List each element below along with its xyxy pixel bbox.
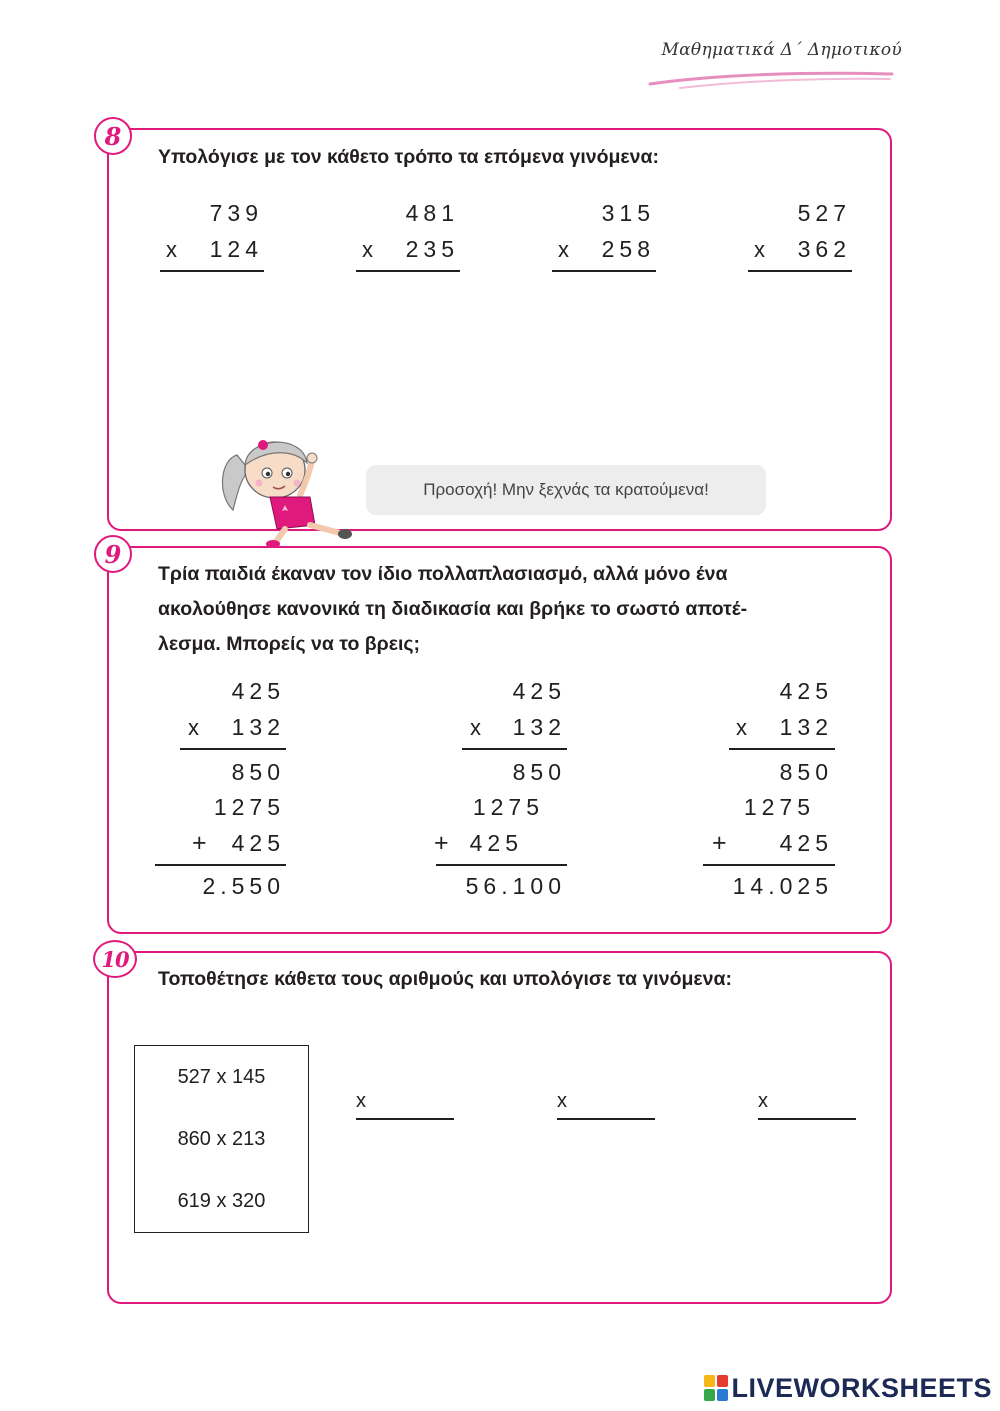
ex9-a2-top: 425 [512, 678, 566, 704]
products-list-box [134, 1045, 309, 1233]
ex9-a3-line-2 [703, 864, 835, 866]
ex9-a2-bottom: 132 [512, 714, 566, 740]
ex9-a1-bottom: 132 [231, 714, 285, 740]
liveworksheets-brand-text: LIVEWORKSHEETS [731, 1372, 992, 1403]
ex8-p3-top: 315 [601, 200, 655, 226]
exercise-9-instruction-line-1: Τρία παιδιά έκαναν τον ίδιο πολλαπλασιασμό, αλλά μόνο ένα [158, 563, 728, 585]
ex9-a1-result: 2.550 [202, 873, 285, 899]
ex9-a2-line-2 [436, 864, 567, 866]
product-item-1: 527 x 145 [177, 1066, 266, 1088]
product-item-3: 619 x 320 [177, 1190, 266, 1212]
exercise-8-instruction: Υπολόγισε με τον κάθετο τρόπο τα επόμενα γινόμενα: [158, 146, 660, 168]
ex10-answer-3-line[interactable] [758, 1118, 856, 1120]
ex9-a1-line-2 [155, 864, 286, 866]
product-item-2: 860 x 213 [177, 1128, 266, 1150]
ex9-a3-partial-3: 425 [779, 830, 833, 856]
ex8-p3-bottom: 258 [601, 236, 655, 262]
ex8-p4-line [748, 270, 852, 272]
ex9-a3-bottom: 132 [779, 714, 833, 740]
ex9-a1-partial-3: 425 [231, 830, 285, 856]
ex8-p1-top: 739 [209, 200, 263, 226]
tip-speech-bubble: Προσοχή! Μην ξεχνάς τα κρατούμενα! [366, 465, 766, 515]
ex9-a2-partial-3: 425 [469, 830, 523, 856]
ex9-a3-top: 425 [779, 678, 833, 704]
ex9-a3-partial-2: 1275 [743, 794, 815, 820]
ex8-p3-line [552, 270, 656, 272]
ex8-p2-top: 481 [405, 200, 459, 226]
exercise-9-instruction-line-3: λεσμα. Μπορείς να το βρεις; [158, 633, 421, 655]
ex8-p4-top: 527 [797, 200, 851, 226]
ex10-answer-2-line[interactable] [557, 1118, 655, 1120]
ex9-a1-plus: + [192, 829, 207, 857]
ex9-a2-times: x [470, 715, 481, 740]
ex9-a2-partial-1: 850 [512, 759, 566, 785]
ex10-answer-2-times: x [557, 1090, 567, 1112]
ex8-p1-times: x [166, 237, 177, 262]
ex9-a3-result: 14.025 [732, 873, 833, 899]
ex8-p4-bottom: 362 [797, 236, 851, 262]
exercise-8-badge: 8 [94, 117, 132, 155]
page-header-title: Μαθηματικά Δ΄ Δημοτικού [661, 40, 902, 60]
ex8-p3-times: x [558, 237, 569, 262]
ex8-p2-times: x [362, 237, 373, 262]
girl-character-illustration [215, 425, 365, 550]
ex10-answer-1-times: x [356, 1090, 366, 1112]
exercise-9-instruction-line-2: ακολούθησε κανονικά τη διαδικασία και βρήκε το σωστό αποτέ- [158, 598, 748, 620]
exercise-9-badge: 9 [94, 535, 132, 573]
ex8-p2-bottom: 235 [405, 236, 459, 262]
ex9-a2-plus: + [434, 829, 449, 857]
exercise-10-badge: 10 [93, 940, 137, 978]
ex9-a3-plus: + [712, 829, 727, 857]
ex9-a3-times: x [736, 715, 747, 740]
ex8-p1-line [160, 270, 264, 272]
ex9-a1-partial-2: 1275 [213, 794, 285, 820]
header-swoosh-decoration [640, 62, 900, 92]
exercise-10-instruction: Τοποθέτησε κάθετα τους αριθμούς και υπολόγισε τα γινόμενα: [158, 968, 732, 990]
ex9-a2-partial-2: 1275 [472, 794, 544, 820]
ex9-a2-line-1 [462, 748, 567, 750]
ex9-a3-partial-1: 850 [779, 759, 833, 785]
ex8-p2-line [356, 270, 460, 272]
ex8-p1-bottom: 124 [209, 236, 263, 262]
liveworksheets-logo [704, 1373, 992, 1403]
ex10-answer-3-times: x [758, 1090, 768, 1112]
ex9-a3-line-1 [729, 748, 835, 750]
ex8-p4-times: x [754, 237, 765, 262]
ex9-a2-result: 56.100 [465, 873, 566, 899]
ex9-a1-times: x [188, 715, 199, 740]
ex10-answer-1-line[interactable] [356, 1118, 454, 1120]
ex9-a1-top: 425 [231, 678, 285, 704]
ex9-a1-line-1 [180, 748, 286, 750]
liveworksheets-logo-icon [704, 1375, 728, 1401]
ex9-a1-partial-1: 850 [231, 759, 285, 785]
